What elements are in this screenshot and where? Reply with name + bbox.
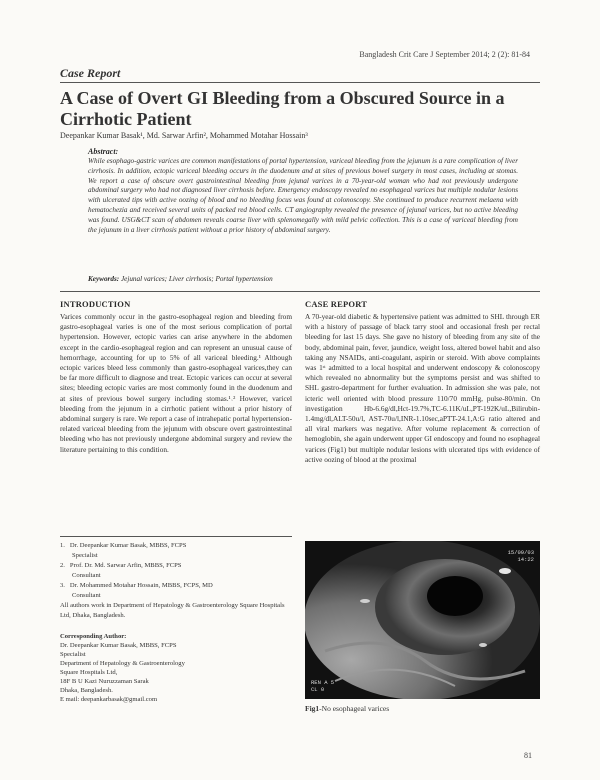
affiliation-note: All authors work in Department of Hepatology & Gastroenterology Square Hospitals Ltd, Dhaka, Bangladesh. [60,602,285,619]
corresponding-author: Corresponding Author: Dr. Deepankar Kumar Basak, MBBS, FCPS Specialist Department of Hepatology & Gastroenterology Square Hospitals Ltd, 18F B U Kazi Nuruzzaman Sarak Dhaka, Bangladesh. E mail: deepankarbasak@gmail.com [60,632,290,704]
case-report-heading: CASE REPORT [305,299,368,309]
figure-caption [305,704,389,713]
keywords-label: Keywords: [88,275,120,283]
endoscopy-image [305,541,540,699]
abstract-text: While esophago-gastric varices are common manifestations of portal hypertension, variceal bleeding from the jejunum is a rare complication of liver cirrhosis. In addition, ectopic variceal bleeding occurs in the duodenum and at sites of previous bowel surgery in most cases, including at stomas. We report a case of obscure overt gastrointestinal bleeding from jejunal varices in a 70-year-old woman who had not previously undergone abdominal surgery who had not diagnosed liver cirrhosis before. Emergency endoscopy revealed no esophageal varices but multiple nodular lesions with ulcerated tips with active oozing of blood and no bleeding focus was found at colonoscopy. She continued to produce recurrent melaena with hematochezia and received several units of packed red blood cells. CT angiography revealed the presence of jejunal varices, but no active bleeding was found. USG&CT scan of abdomen reveals coarse liver with splenomegally with mild pelvic collection. This is a case of variceal bleeding from the jejunum in a liver cirrhosis patient without a prior history of abdominal surgery. [88,157,518,234]
introduction-text: Varices commonly occur in the gastro-esophageal region and bleeding from gastro-esophageal varies is one of the most serious complication of portal hypertension. However, ectopic varies can arise anywhere in the abdomen except in the cardio-esophageal region and can represent an unusual cause of hemorrhage, accounting for up to 5% of all variceal bleeding.¹ Although ectopic varices bleed less commonly than gastro-esophageal varices,they can be far more difficult to diagnose and treat. Ectopic varices can occur at several sites; bleeding ectopic varies are most commonly found in the duodenum and at sites of previous bowel surgery including stomas.¹˒² However, varicel bleeding from the jejunum in a cirrhotic patient without a prior history of abdominal surgery is rare. We report a case of intrahepatic portal hypertension-related variceal bleeding from the jejunum with obscure overt gastrointestinal bleeding who has not previously undergone abdominal surgery and review the literature pertaining to this condition. [60,312,292,454]
figure-caption-label: Fig1 [305,704,320,713]
case-report-text: A 70-year-old diabetic & hypertensive patient was admitted to SHL through ER with a history of passage of black tarry stool and occasional fresh per rectal bleeding for last 15 days. She gave no history of bleeding from any site of the body, abdominal pain, fever, jaundice, weight loss, altered bowel habit and also taking any NSAIDs, anti-coagulant, aspirin or steroid. With above complaints was 1ˢᵗ admitted to a local hospital and underwent endoscopy & colonoscopy which revealed no abnormality but the symptoms persist and was shifted to SHL gastro-department for further evaluation. In admission she was pale, not icteric well oriented with blood pressure 110/70 mmHg, pulse-80/min. On investigation Hb-6.6g/dl,Hct-19.7%,TC-6.11K/uL,PT-192K/uL,Bilirubin-1.4mg/dl,ALT-50u/l, AST-70u/l,INR-1.10sec,aPTT-24.1,A:G ratio altered and all viral markers was negative. After volume replacement & correction of hemoglobin, she again underwent upper GI endoscopy and found no esophageal varices (Fig1) but multiple nodular lesions with ulcerated tips with evidence of active oozing of blood at the proximal [305,312,540,464]
abstract-heading: Abstract: [88,147,119,156]
affiliation-3: 3. Dr. Mohammed Motahar Hossain, MBBS, FCPS, MD Consultant [60,582,213,599]
corresponding-email[interactable]: E mail: deepankarbasak@gmail.com [60,696,158,703]
journal-header: Bangladesh Crit Care J September 2014; 2 (2): 81-84 [359,50,530,59]
affiliation-1: 1. Dr. Deepankar Kumar Basak, MBBS, FCPS Specialist [60,542,187,559]
article-title: A Case of Overt GI Bleeding from a Obscured Source in a Cirrhotic Patient [60,88,505,129]
keywords-text: Jejunal varices; Liver cirrhosis; Portal hypertension [120,275,273,283]
figure-timestamp: 15/09/03 14:22 [507,549,534,563]
affiliation-rule [60,536,292,537]
section-label: Case Report [60,66,121,80]
figure-overlay-info: REN A 5 CL 0 [311,679,335,693]
header-rule [60,82,540,83]
page-number: 81 [524,751,532,760]
affiliation-2: 2. Prof. Dr. Md. Sarwar Arfin, MBBS, FCPS Consultant [60,562,182,579]
corresponding-heading: Corresponding Author: [60,633,127,640]
abstract-rule [60,291,540,292]
figure-caption-text: -No esophageal varices [319,704,390,713]
introduction-heading: INTRODUCTION [60,299,131,309]
endoscopy-photo [305,541,540,699]
author-list: Deepankar Kumar Basak¹, Md. Sarwar Arfin², Mohammed Motahar Hossain³ [60,131,308,140]
keywords-line [88,275,518,283]
